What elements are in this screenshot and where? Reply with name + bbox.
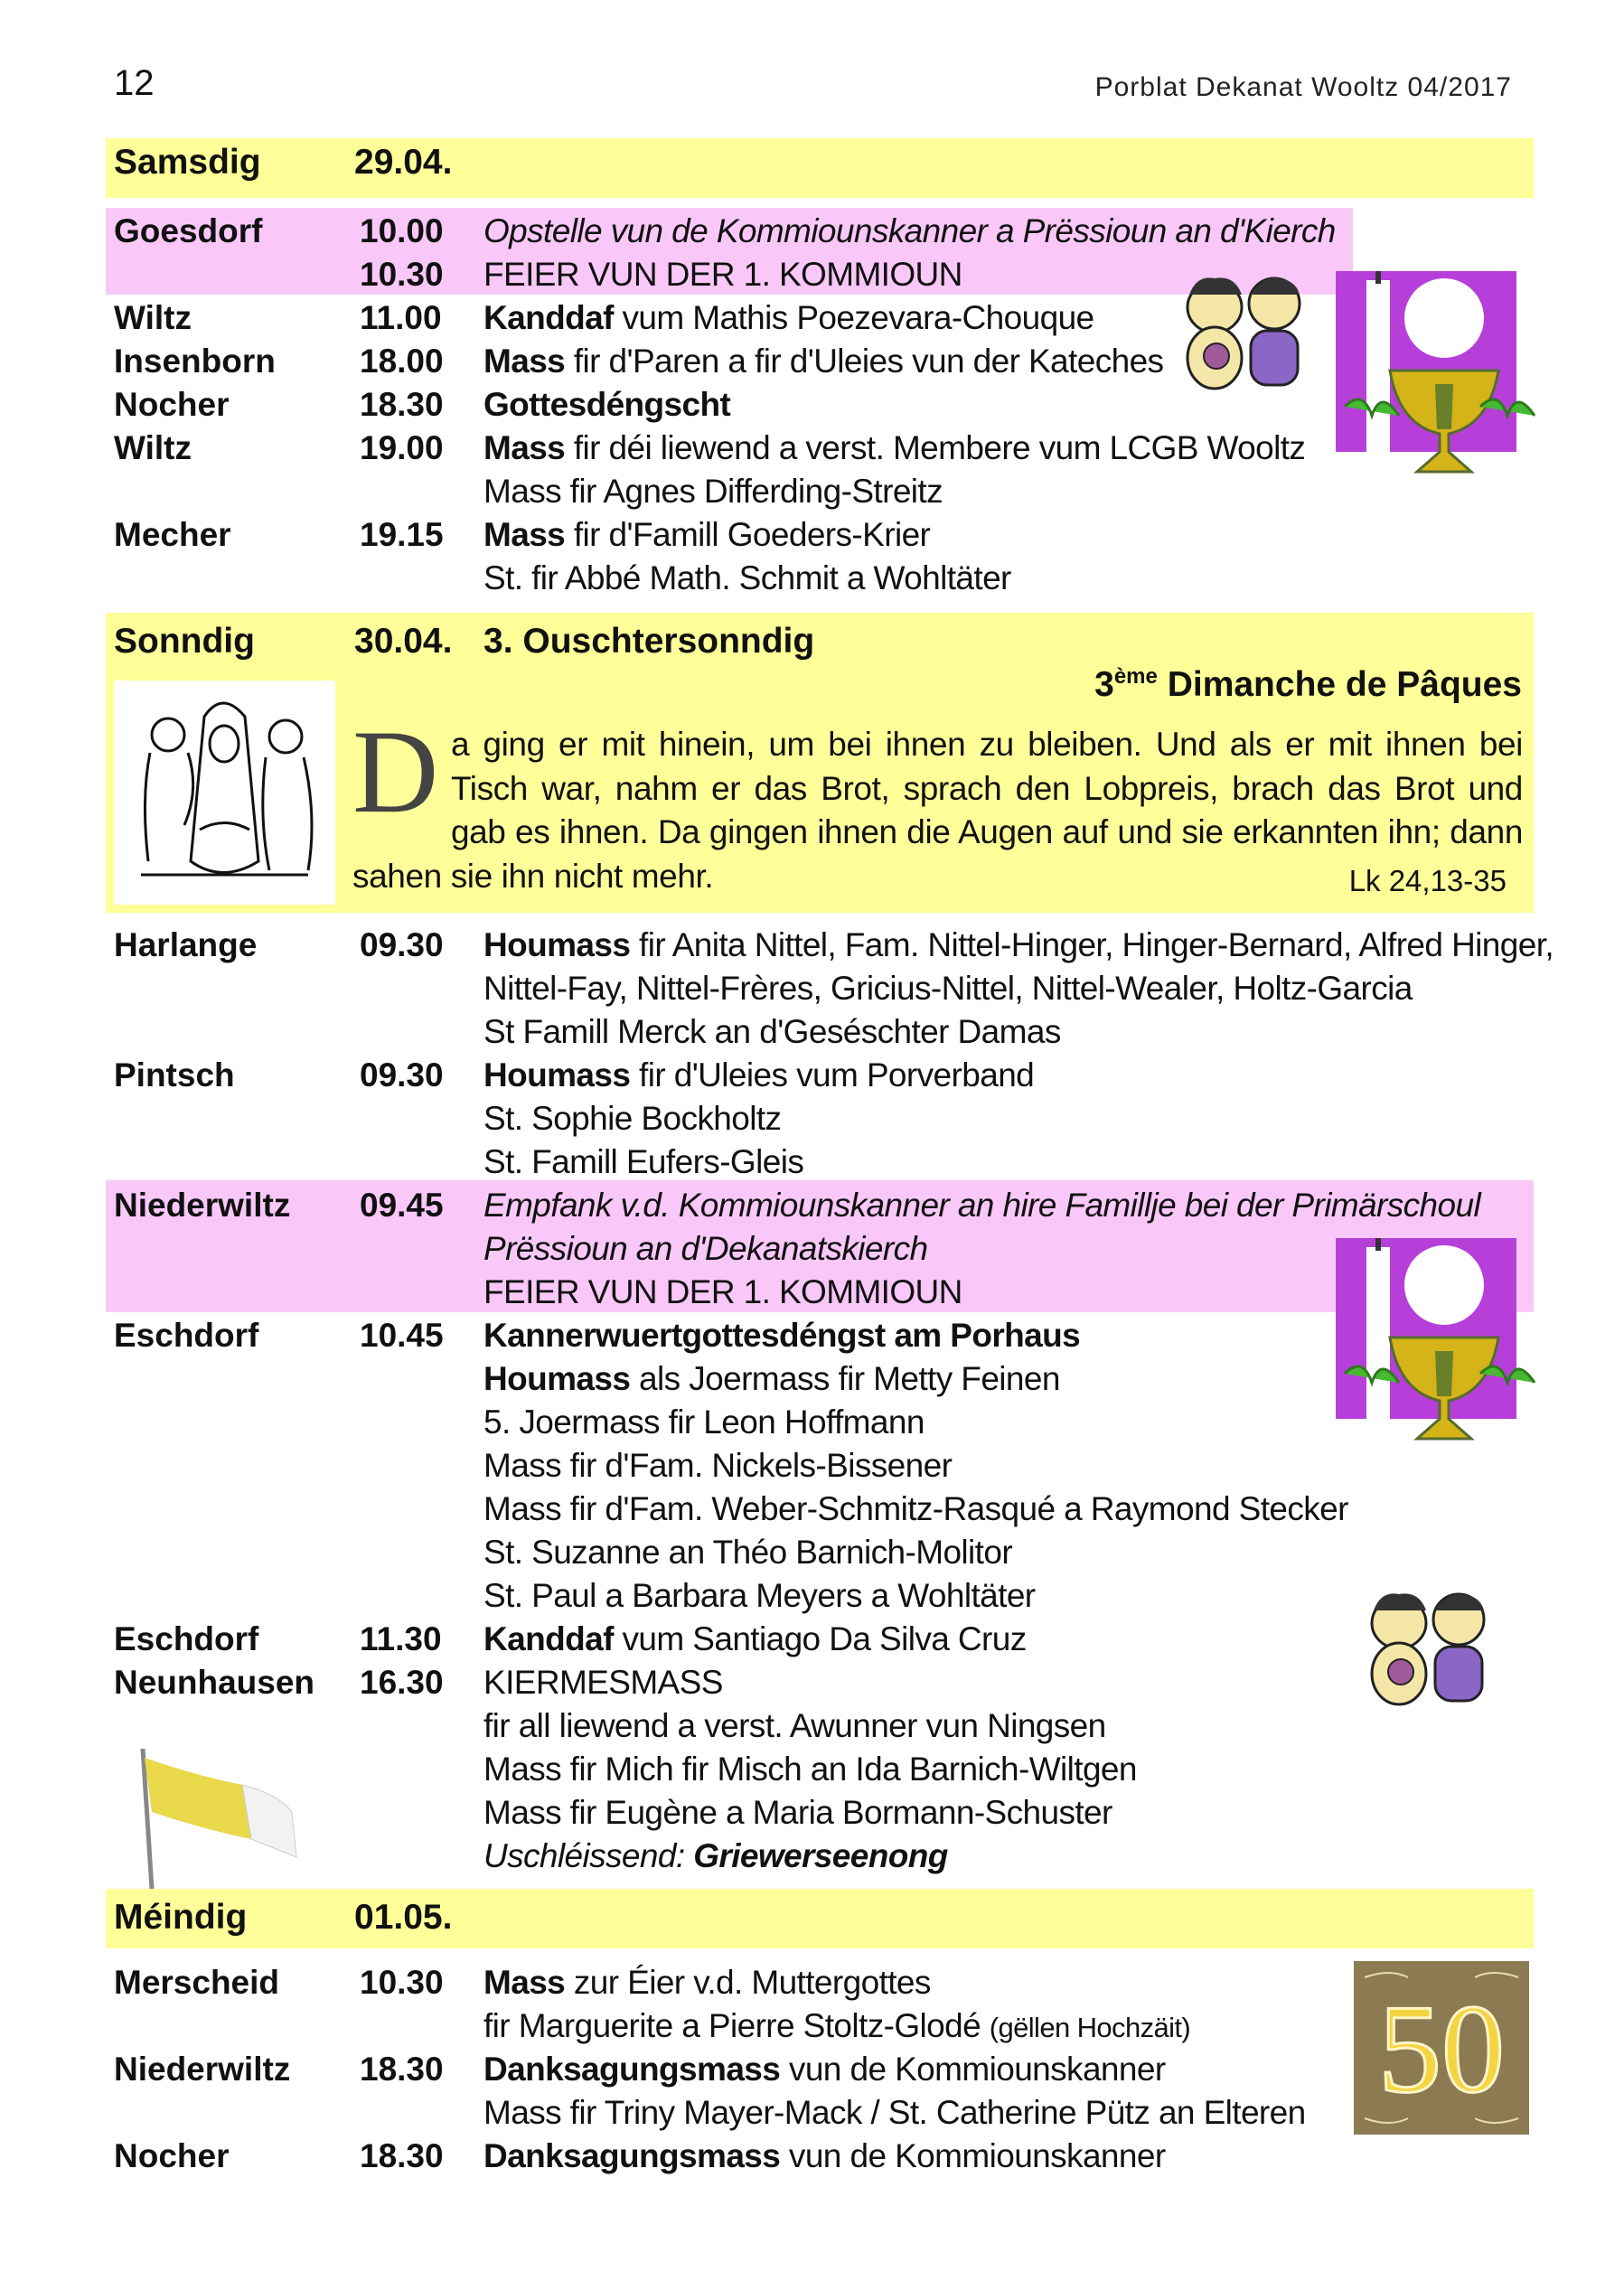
description: St. Sophie Bockholtz bbox=[483, 1100, 782, 1137]
time: 18.00 bbox=[360, 343, 444, 380]
gospel-reading: Da ging er mit hinein, um bei ihnen zu bleiben. Und als er mit ihnen bei Tisch war, nahm er das Brot, sprach den Lobpreis, brach das Brot und gab es ihnen. Da gingen ihnen die Augen auf und sie erkannten ihn; dann sahen sie ihn nicht mehr. bbox=[352, 705, 1523, 895]
description: St. Paul a Barbara Meyers a Wohltäter bbox=[483, 1577, 1036, 1614]
anniversary-50-badge bbox=[1354, 1961, 1529, 2135]
time: 10.30 bbox=[360, 256, 444, 293]
place: Nocher bbox=[114, 386, 230, 423]
description: St Famill Merck an d'Geséschter Damas bbox=[483, 1013, 1061, 1050]
description: Mass fir déi liewend a verst. Membere vum LCGB Wooltz bbox=[483, 429, 1306, 466]
description: Mass zur Éier v.d. Muttergottes bbox=[483, 1964, 931, 2001]
description: fir Marguerite a Pierre Stoltz-Glodé (gëllen Hochzäit) bbox=[483, 2007, 1191, 2044]
description: fir all liewend a verst. Awunner vun Ningsen bbox=[483, 1707, 1106, 1744]
feast-title-french: 3ème Dimanche de Pâques bbox=[1094, 664, 1522, 704]
description: Kanddaf vum Santiago Da Silva Cruz bbox=[483, 1620, 1027, 1657]
description: Nittel-Fay, Nittel-Frères, Gricius-Nittel, Nittel-Wealer, Holtz-Garcia bbox=[483, 970, 1413, 1007]
description: Mass fir d'Fam. Nickels-Bissener bbox=[483, 1447, 953, 1484]
time: 11.30 bbox=[360, 1620, 442, 1657]
page-header-title: Porblat Dekanat Wooltz 04/2017 bbox=[1094, 72, 1512, 102]
description: Houmass fir Anita Nittel, Fam. Nittel-Hinger, Hinger-Bernard, Alfred Hinger, bbox=[483, 926, 1554, 963]
description: St. Famill Eufers-Gleis bbox=[483, 1143, 804, 1180]
description: KIERMESMASS bbox=[483, 1664, 723, 1701]
time: 09.30 bbox=[360, 1056, 444, 1094]
feast-title: 3. Ouschtersonndig bbox=[483, 622, 815, 661]
page-number: 12 bbox=[114, 63, 155, 103]
time: 10.00 bbox=[360, 212, 444, 249]
place: Nocher bbox=[114, 2137, 230, 2174]
day-header-monday bbox=[106, 1889, 1534, 1948]
drop-cap: D bbox=[352, 705, 438, 838]
papal-flag-icon bbox=[107, 1740, 305, 1893]
place: Eschdorf bbox=[114, 1620, 259, 1657]
place: Insenborn bbox=[114, 343, 276, 380]
children-illustration-icon bbox=[1356, 1583, 1500, 1710]
time: 10.30 bbox=[360, 1964, 444, 2001]
description: St. fir Abbé Math. Schmit a Wohltäter bbox=[483, 559, 1011, 596]
description: Mass fir Triny Mayer-Mack / St. Catherine Pütz an Elteren bbox=[483, 2094, 1306, 2131]
place: Harlange bbox=[114, 926, 258, 963]
chalice-host-icon bbox=[1336, 1238, 1544, 1455]
day-name: Méindig bbox=[114, 1898, 248, 1937]
time: 18.30 bbox=[360, 2137, 444, 2174]
place: Niederwiltz bbox=[114, 2051, 291, 2088]
place: Merscheid bbox=[114, 1964, 280, 2001]
time: 16.30 bbox=[360, 1664, 444, 1701]
description: Kannerwuertgottesdéngst am Porhaus bbox=[483, 1317, 1081, 1354]
day-name: Samsdig bbox=[114, 143, 261, 182]
scripture-reference: Lk 24,13-35 bbox=[1348, 864, 1507, 897]
description: Opstelle vun de Kommiounskanner a Prëssioun an d'Kierch bbox=[483, 212, 1336, 249]
place: Pintsch bbox=[114, 1056, 235, 1094]
place: Niederwiltz bbox=[114, 1187, 291, 1224]
description: Gottesdéngscht bbox=[483, 386, 731, 423]
place: Wiltz bbox=[114, 429, 192, 466]
description: Danksagungsmass vun de Kommiounskanner bbox=[483, 2051, 1166, 2088]
time: 11.00 bbox=[360, 299, 442, 336]
emmaus-illustration bbox=[114, 681, 335, 905]
time: 10.45 bbox=[360, 1317, 444, 1354]
description: Houmass fir d'Uleies vum Porverband bbox=[483, 1056, 1035, 1094]
description: Houmass als Joermass fir Metty Feinen bbox=[483, 1360, 1060, 1397]
description: Empfank v.d. Kommiounskanner an hire Famillje bei der Primärschoul bbox=[483, 1187, 1481, 1224]
time: 09.30 bbox=[360, 926, 444, 963]
description: Mass fir Agnes Differding-Streitz bbox=[483, 473, 943, 510]
time: 09.45 bbox=[360, 1187, 444, 1224]
description: FEIER VUN DER 1. KOMMIOUN bbox=[483, 256, 962, 293]
place: Eschdorf bbox=[114, 1317, 259, 1354]
day-header-saturday bbox=[106, 138, 1534, 198]
day-date: 29.04. bbox=[354, 143, 453, 182]
description: Prëssioun an d'Dekanatskierch bbox=[483, 1230, 928, 1267]
description: St. Suzanne an Théo Barnich-Molitor bbox=[483, 1534, 1013, 1571]
time: 18.30 bbox=[360, 386, 444, 423]
description: Danksagungsmass vun de Kommiounskanner bbox=[483, 2137, 1166, 2174]
description: Mass fir Mich fir Misch an Ida Barnich-Wiltgen bbox=[483, 1751, 1137, 1788]
description: FEIER VUN DER 1. KOMMIOUN bbox=[483, 1273, 962, 1310]
time: 18.30 bbox=[360, 2051, 444, 2088]
description: Mass fir d'Famill Goeders-Krier bbox=[483, 516, 931, 553]
description: Mass fir d'Paren a fir d'Uleies vun der Kateches bbox=[483, 343, 1164, 380]
place: Mecher bbox=[114, 516, 231, 553]
time: 19.15 bbox=[360, 516, 444, 553]
place: Goesdorf bbox=[114, 212, 263, 249]
chalice-host-icon bbox=[1336, 271, 1544, 488]
children-illustration-icon bbox=[1171, 268, 1316, 394]
description: 5. Joermass fir Leon Hoffmann bbox=[483, 1403, 925, 1441]
place: Wiltz bbox=[114, 299, 192, 336]
day-date: 01.05. bbox=[354, 1898, 453, 1937]
day-date: 30.04. bbox=[354, 622, 453, 661]
time: 19.00 bbox=[360, 429, 444, 466]
description: Uschléissend: Griewerseenong bbox=[483, 1837, 948, 1874]
description: Mass fir Eugène a Maria Bormann-Schuster bbox=[483, 1794, 1112, 1831]
place: Neunhausen bbox=[114, 1664, 315, 1701]
day-name: Sonndig bbox=[114, 622, 255, 661]
badge-number: 50 bbox=[1378, 1979, 1505, 2119]
description: Mass fir d'Fam. Weber-Schmitz-Rasqué a Raymond Stecker bbox=[483, 1490, 1348, 1527]
description: Kanddaf vum Mathis Poezevara-Chouque bbox=[483, 299, 1094, 336]
